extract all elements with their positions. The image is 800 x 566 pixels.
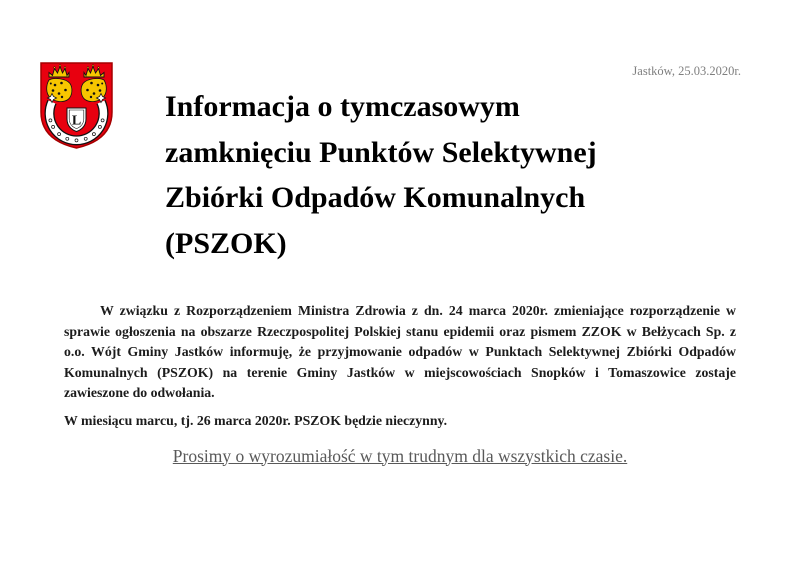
title-line-2: zamknięciu Punktów Selektywnej: [165, 135, 597, 169]
jastkow-coat-of-arms-icon: [37, 60, 116, 150]
title-line-1: Informacja o tymczasowym: [165, 90, 520, 123]
closing-note: Prosimy o wyrozumiałość w tym trudnym dla wszystkich czasie.: [172, 445, 628, 466]
article-body: [64, 301, 736, 467]
crest-letter-l: L: [71, 113, 82, 129]
dateline: Jastków, 25.03.2020r.: [632, 64, 741, 78]
paragraph-main: W związku z Rozporządzeniem Ministra Zdrowia z dn. 24 marca 2020r. zmieniające rozporządzenie w sprawie ogłoszenia na obszarze Rzeczpospolitej Polskiej stanu epidemii oraz pismem ZZOK w Bełżycach Sp. z o.o. Wójt Gminy Jastków informuję, że przyjmowanie odpadów w Punktach Selektywnej Zbiórki Odpadów Komunalnych (PSZOK) na terenie Gminy Jastków w miejscowościach Snopków i Tomaszowice zostaje zawieszone do odwołania.: [64, 303, 736, 401]
title-line-4: (PSZOK): [165, 226, 287, 260]
page-title: [165, 84, 725, 266]
title-line-3: Zbiórki Odpadów Komunalnych: [165, 181, 586, 214]
paragraph-closure-date: W miesiącu marcu, tj. 26 marca 2020r. PSZOK będzie nieczynny.: [64, 412, 448, 428]
